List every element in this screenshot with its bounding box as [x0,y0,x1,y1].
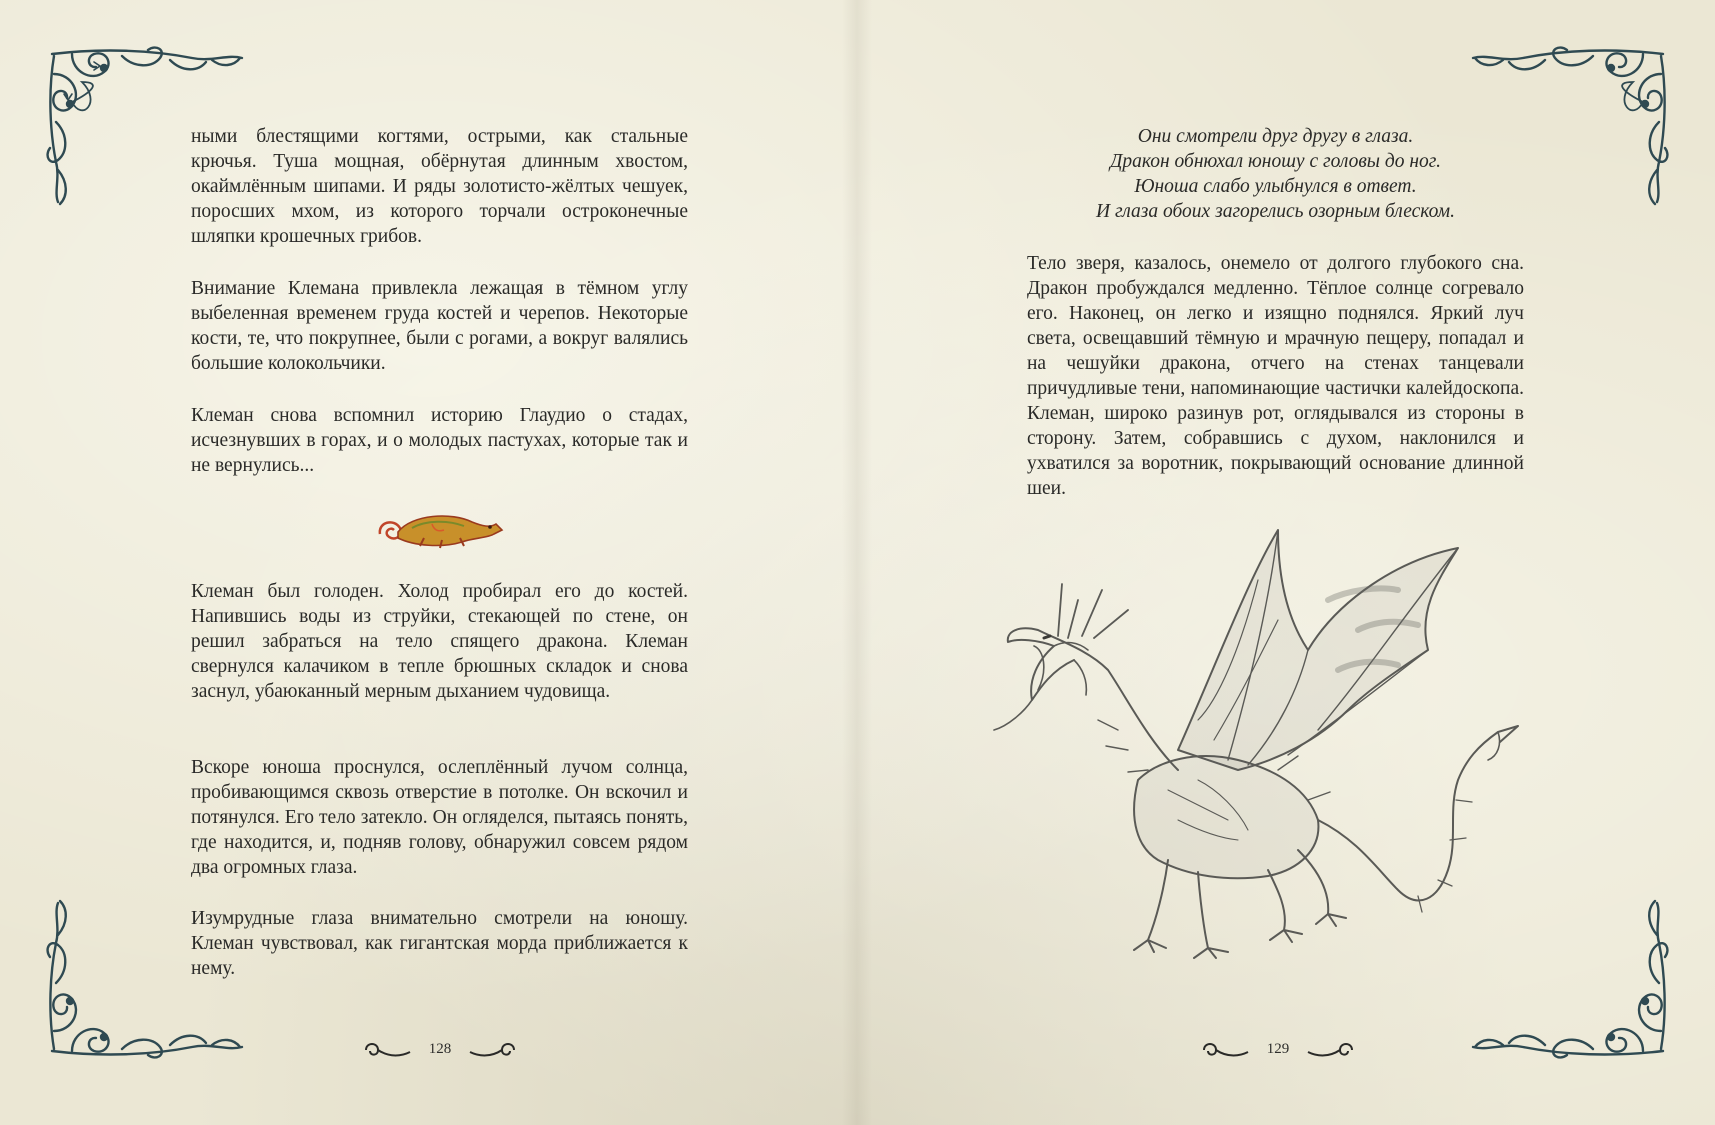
book-gutter [842,0,872,1125]
left-paragraph-5: Вскоре юноша проснулся, ослеплённый лучом солнца, пробивающимся сквозь отверстие в потолке. Он вскочил и потянулся. Его тело затекло. Он огляделся, пытаясь понять, где находится, и, подняв голову, обнаружил совсем рядом два огромных глаза. [191,757,688,878]
dragon-illustration [978,520,1578,1000]
verse-line: И глаза обоих загорелись озорным блеском. [1095,201,1455,222]
left-paragraph-3: Клеман снова вспомнил историю Глаудио о стадах, исчезнувших в горах, и о молодых пастухах, которые так и не вернулись... [191,405,688,476]
verse-line: Юноша слабо улыбнулся в ответ. [1134,176,1417,197]
page-number-right-text: 129 [1266,1041,1290,1057]
verse-block [1027,124,1524,224]
left-paragraph-4: Клеман был голоден. Холод пробирал его до костей. Напившись воды из струйки, стекающей по стене, он решил забраться на тело спящего дракона. Клеман свернулся калачиком в тепле брюшных складок и снова заснул, убаюканный мерным дыханием чудовища. [191,581,688,702]
page-number-right [1198,1036,1358,1066]
page-number-left [360,1036,520,1066]
page-number-left-text: 128 [428,1041,452,1057]
verse-line: Дракон обнюхал юношу с головы до ног. [1109,151,1442,172]
left-paragraph-1: ными блестящими когтями, острыми, как стальные крючья. Туша мощная, обёрнутая длинным хвостом, окаймлённым шипами. И ряды золотисто-жёлтых чешуек, поросших мхом, из которого торчали остроконечные шляпки крошечных грибов. [191,126,688,247]
right-paragraph: Тело зверя, казалось, онемело от долгого глубокого сна. Дракон пробуждался медленно. Тёплое солнце согревало его. Наконец, он легко и изящно поднялся. Яркий луч света, освещавший тёмную и мрачную пещеру, попадал и на чешуйки дракона, отчего на стенах танцевали причудливые тени, напоминающие частички калейдоскопа. Клеман, широко разинув рот, оглядывался из стороны в сторону. Затем, собравшись с духом, наклонился и ухватился за воротник, покрывающий основание длинной шеи. [1027,253,1524,499]
left-paragraph-2: Внимание Клемана привлекла лежащая в тёмном углу выбеленная временем груда костей и черепов. Некоторые кости, те, что покрупнее, были с рогами, а вокруг валялись большие колокольчики. [191,278,688,374]
verse-line: Они смотрели друг другу в глаза. [1137,126,1414,147]
dragon-vignette-icon [372,508,508,552]
left-paragraph-6: Изумрудные глаза внимательно смотрели на юношу. Клеман чувствовал, как гигантская морда приближается к нему. [191,908,688,979]
